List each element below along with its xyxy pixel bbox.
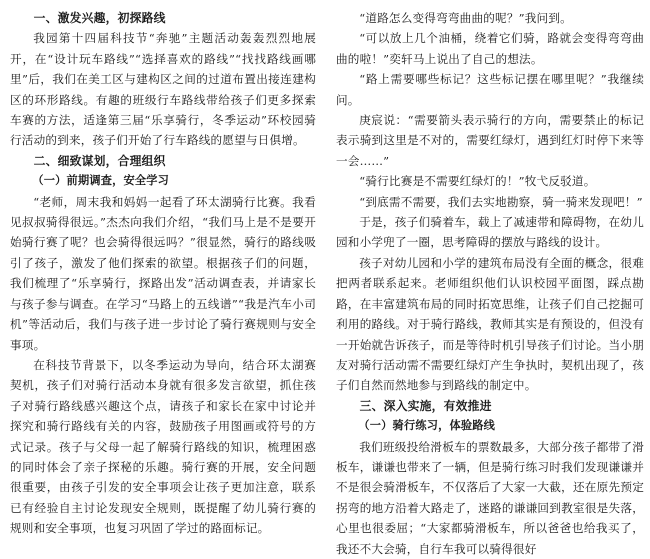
section-heading-1: 一、激发兴趣，初探路线 [33,11,166,25]
subsection-heading-3-1: （一）骑行练习，体验路线 [358,419,496,433]
paragraph-reflection: 在科技节背景下，以冬季运动为导向，结合环太湖赛契机，孩子们对骑行活动本身就有很多发言欲望，抓住孩子对骑行路线感兴趣这个点，请孩子和家长在家中讨论并探究和骑行路线有关的内容，鼓励孩子用图画或符号的方式记录。孩子与父母一起了解骑行路线的知识，梳理困惑的同时体会了亲子探秘的乐趣。骑行赛的开展，安全问题很重要，由孩子引发的安全事项会让孩子更加注意，联系已有经验自主讨论发现安全规则，既提醒了幼儿骑行赛的规则和安全事项，也复习巩固了学过的路面标记。 [10,357,316,536]
right-column [336,8,644,556]
subsection-heading-2-1: （一）前期调查，安全学习 [32,174,170,188]
paragraph-dialogue-6: “到底需不需要，我们去实地勘察，骑一骑来发现吧！” [359,194,643,209]
paragraph-analysis: 孩子对幼儿园和小学的建筑布局没有全面的概念，很难把两者联系起来。老师组织他们认识校园平面图，踩点勘路，在丰富建筑布局的同时拓宽思维，让孩子们自己挖掘可利用的路线。对于骑行路线，教师其实是有预设的，但没有一开始就告诉孩子，而是等待时机引导孩子们讨论。当小朋友对骑行活动需不需要红绿灯产生争执时，契机出现了，孩子们自然而然地参与到路线的制定中。 [336,255,644,393]
paragraph-dialogue-4: 庚宸说：“需要箭头表示骑行的方向，需要禁止的标记表示骑到这里是不对的，需要红绿灯，遇到红灯时停下来等一会……” [336,113,644,168]
section-heading-2: 二、细致谋划，合理组织 [33,153,166,168]
paragraph-practice: 我们班级投给滑板车的票数最多，大部分孩子都带了滑板车，谦谦也带来了一辆，但是骑行练习时我们发现谦谦并不是很会骑滑板车，不仅落后了大家一大截，还在原先预定拐弯的地方沿着大路走了，迷路的谦谦回到教室很是失落，心里也很委屈；“大家都骑滑板车，所以爸爸也给我买了，我还不大会骑，自行车我可以骑得很好 [336,439,644,556]
paragraph-intro: 我园第十四届科技节“奔驰”主题活动轰轰烈烈地展开，在“设计玩车路线”“选择喜欢的路线”“找找路线画哪里”后，我们在美工区与建构区之间的过道布置出接连建构区的环形路线。有趣的班级行车路线带给孩子们更多探索车赛的方法，适逢第三届“乐享骑行，冬季运动”环校园骑行活动的到来，孩子们开始了行车路线的愿望与日俱增。 [10,31,316,148]
paragraph-dialogue-5: “骑行比赛是不需要红绿灯的！”牧弋反驳道。 [359,174,596,189]
paragraph-dialogue-1: “道路怎么变得弯弯曲曲的呢？”我问到。 [359,11,572,25]
section-heading-3: 三、深入实施，有效推进 [359,398,492,413]
paragraph-site-visit: 于是，孩子们骑着车，载上了减速带和障碍物，在幼儿园和小学兜了一圈，思考障碍的摆放与路线的设计。 [336,215,644,250]
paragraph-survey: “老师，周末我和妈妈一起看了环太湖骑行比赛。我看见叔叔骑得很远。”杰杰向我们介绍，“我们马上是不是要开始骑行赛了呢？也会骑得很远吗？”很显然，骑行的路线吸引了孩子，激发了他们探索的欲望。根据孩子们的问题，我们梳理了“乐享骑行，探路出发”活动调查表，并请家长与孩子参与调查。在学习“马路上的五线谱”“我是汽车小司机”等活动后，我们与孩子进一步讨论了骑行赛规则与安全事项。 [10,194,316,352]
paragraph-dialogue-3: “路上需要哪些标记？这些标记摆在哪里呢？”我继续问。 [336,72,644,107]
left-column [10,8,316,536]
paragraph-dialogue-2: “可以放上几个油桶，绕着它们骑，路就会变得弯弯曲曲的啦！”奕轩马上说出了自己的想法。 [336,31,644,66]
